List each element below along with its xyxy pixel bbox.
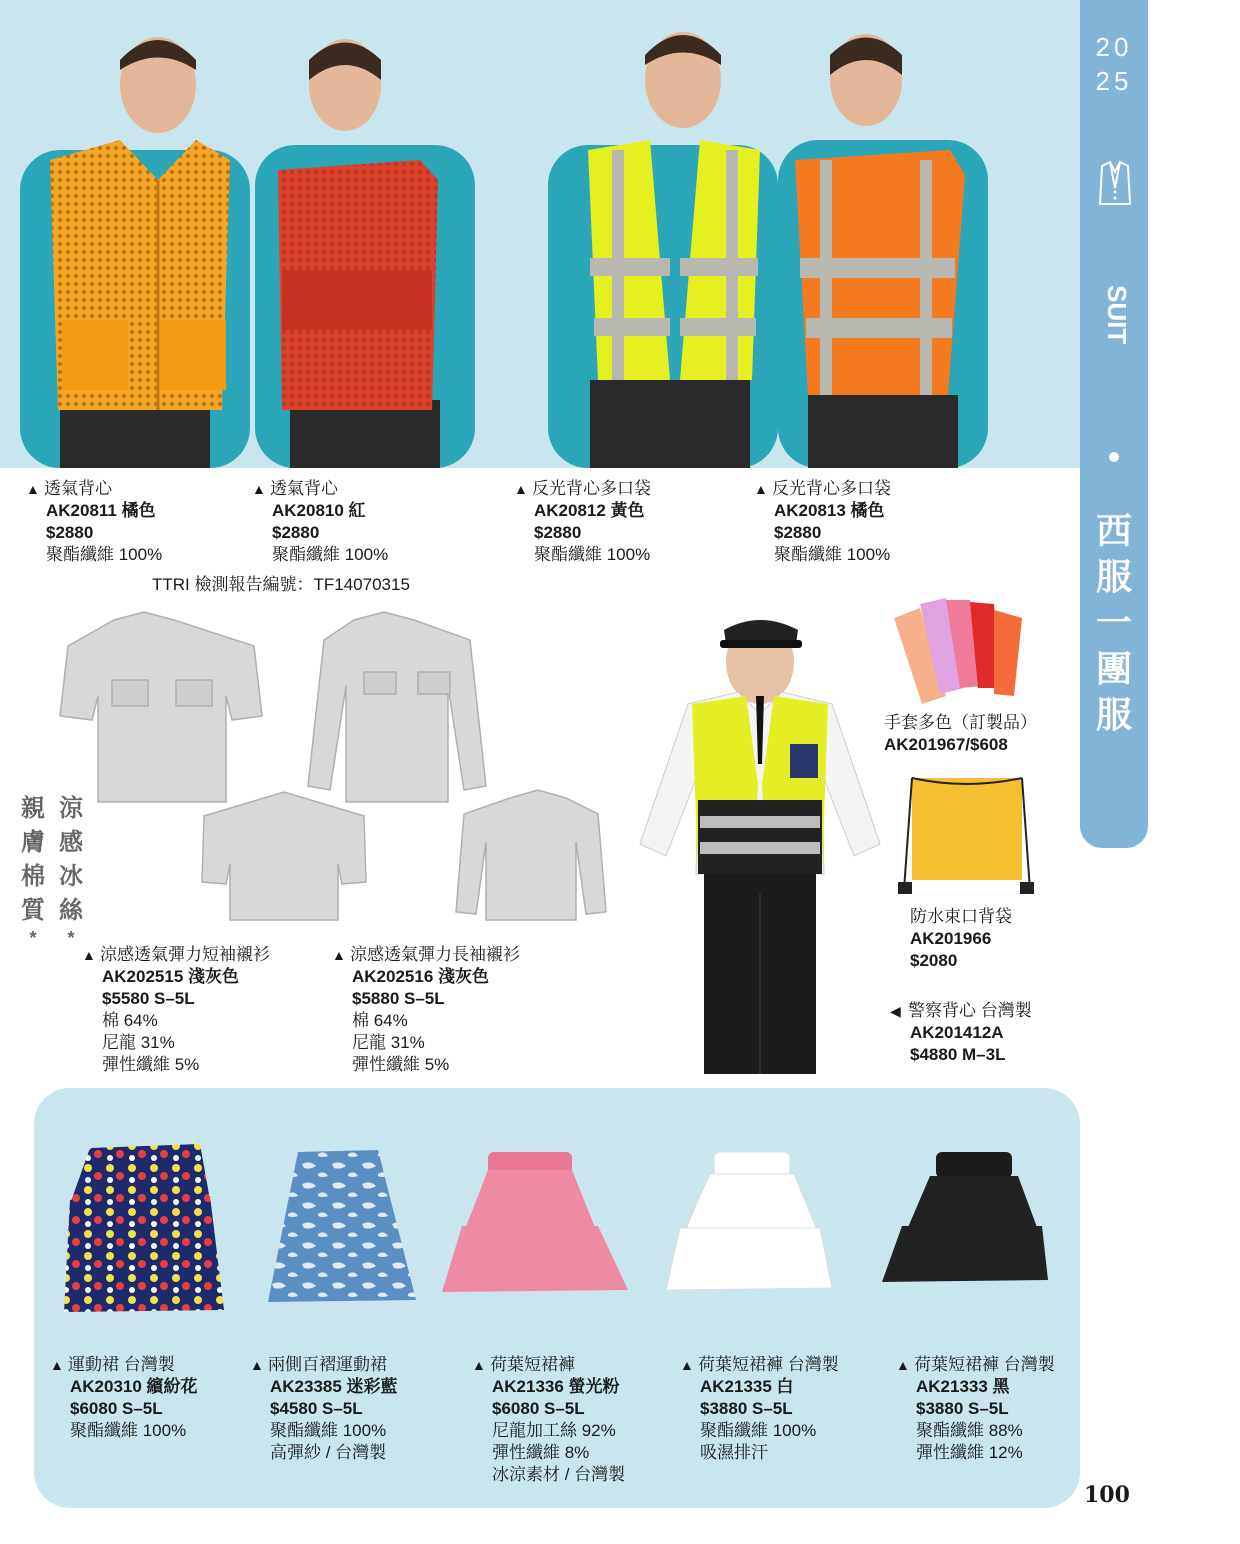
vest-1-code: AK20811 橘色 xyxy=(46,501,156,520)
shirt-1-title: ▲ 涼感透氣彈力短袖襯衫 xyxy=(82,944,270,966)
model-yellow-reflective-vest-front xyxy=(548,32,778,468)
long-sleeve-shirt-back xyxy=(456,790,606,920)
skirt-5-code: AK21333 黑 xyxy=(916,1377,1010,1396)
police-vest-caption xyxy=(890,1000,1032,1066)
shirt-2-title: ▲ 涼感透氣彈力長袖襯衫 xyxy=(332,944,520,966)
grey-shirts-illustration xyxy=(54,606,614,926)
vest-2-code: AK20810 紅 xyxy=(272,501,366,520)
gloves-caption xyxy=(884,712,1037,756)
skirt-5-title: ▲ 荷葉短裙褲 台灣製 xyxy=(896,1354,1055,1376)
shirt-caption-short: ▲ 涼感透氣彈力短袖襯衫 AK202515 淺灰色 $5580 S–5L 棉 64% 尼龍 31% 彈性纖維 5% xyxy=(82,944,270,1076)
skirt-4-title: ▲ 荷葉短裙褲 台灣製 xyxy=(680,1354,839,1376)
vest-4-price: $2880 xyxy=(774,523,822,542)
category-sidebar xyxy=(1080,0,1148,848)
vest-3-material: 聚酯纖維 100% xyxy=(534,545,651,564)
model-orange-reflective-vest-back xyxy=(778,34,988,468)
skirt-2-title: ▲ 兩側百褶運動裙 xyxy=(250,1354,398,1376)
vest-models-illustration xyxy=(0,0,1088,468)
short-sleeve-shirt-back xyxy=(202,792,366,920)
sidebar-category-cn: 西 服 一 團 服 xyxy=(1095,510,1132,735)
ttri-report-note: TTRI 檢測報告編號：TF14070315 xyxy=(152,575,410,594)
skirt-caption-2: ▲ 兩側百褶運動裙 AK23385 迷彩藍 $4580 S–5L 聚酯纖維 100% 高彈紗 / 台灣製 xyxy=(250,1354,398,1464)
vest-2-title: ▲ 透氣背心 xyxy=(252,478,388,500)
vest-hero-panel xyxy=(0,0,1088,468)
skirt-2-code: AK23385 迷彩藍 xyxy=(270,1377,398,1396)
police-vest-title: ◀ 警察背心 台灣製 xyxy=(890,1000,1032,1022)
gloves-illustration xyxy=(890,596,1040,706)
skirt-caption-3: ▲ 荷葉短裙褲 AK21336 螢光粉 $6080 S–5L 尼龍加工絲 92% 彈性纖維 8% 冰涼素材 / 台灣製 xyxy=(472,1354,625,1486)
shirt-1-price: $5580 S–5L xyxy=(102,989,195,1008)
short-sleeve-shirt-front xyxy=(60,612,262,802)
sidebar-year xyxy=(1080,30,1148,98)
vest-caption-3 xyxy=(514,478,651,566)
vest-3-code: AK20812 黃色 xyxy=(534,501,645,520)
suit-jacket-icon xyxy=(1098,160,1132,208)
gloves-code: AK201967/$608 xyxy=(884,735,1008,754)
police-vest-model xyxy=(628,604,888,1074)
shirt-2-code: AK202516 淺灰色 xyxy=(352,967,490,986)
bag-caption xyxy=(910,906,1012,972)
vest-1-material: 聚酯纖維 100% xyxy=(46,545,163,564)
vest-2-price: $2880 xyxy=(272,523,320,542)
vest-caption-4 xyxy=(754,478,891,566)
vest-3-title: ▲ 反光背心多口袋 xyxy=(514,478,651,500)
drawstring-bag-illustration xyxy=(898,770,1034,910)
skirt-pink xyxy=(442,1152,628,1292)
year-bottom: 25 xyxy=(1095,66,1133,96)
vest-2-material: 聚酯纖維 100% xyxy=(272,545,389,564)
skirt-white xyxy=(666,1152,832,1290)
skirt-3-title: ▲ 荷葉短裙褲 xyxy=(472,1354,625,1376)
skirt-2-price: $4580 S–5L xyxy=(270,1399,363,1418)
long-sleeve-shirt-front xyxy=(308,612,486,802)
bag-code: AK201966 xyxy=(910,929,992,948)
skirt-caption-1: ▲ 運動裙 台灣製 AK20310 繽紛花 $6080 S–5L 聚酯纖維 100% xyxy=(50,1354,198,1442)
skirt-3-price: $6080 S–5L xyxy=(492,1399,585,1418)
shirt-caption-long: ▲ 涼感透氣彈力長袖襯衫 AK202516 淺灰色 $5880 S–5L 棉 64% 尼龍 31% 彈性纖維 5% xyxy=(332,944,520,1076)
gloves-title: 手套多色（訂製品） xyxy=(884,713,1037,732)
skirt-caption-5: ▲ 荷葉短裙褲 台灣製 AK21333 黑 $3880 S–5L 聚酯纖維 88% 彈性纖維 12% xyxy=(896,1354,1055,1464)
model-red-mesh-vest-back xyxy=(255,39,475,468)
vest-4-material: 聚酯纖維 100% xyxy=(774,545,891,564)
sidebar-dot xyxy=(1109,452,1119,462)
shirt-1-code: AK202515 淺灰色 xyxy=(102,967,240,986)
vest-1-title: ▲ 透氣背心 xyxy=(26,478,162,500)
vest-caption-1 xyxy=(26,478,162,566)
police-vest-code: AK201412A xyxy=(910,1023,1004,1042)
model-orange-mesh-vest-front xyxy=(20,37,250,468)
police-vest-price: $4880 M–3L xyxy=(910,1045,1006,1064)
skirt-1-title: ▲ 運動裙 台灣製 xyxy=(50,1354,198,1376)
year-top: 20 xyxy=(1095,32,1133,62)
vest-4-code: AK20813 橘色 xyxy=(774,501,885,520)
skirt-5-price: $3880 S–5L xyxy=(916,1399,1009,1418)
skirt-black xyxy=(882,1152,1048,1282)
skirt-4-price: $3880 S–5L xyxy=(700,1399,793,1418)
vest-caption-2 xyxy=(252,478,388,566)
skirt-floral xyxy=(64,1144,224,1312)
shirt-2-price: $5880 S–5L xyxy=(352,989,445,1008)
skirt-caption-4: ▲ 荷葉短裙褲 台灣製 AK21335 白 $3880 S–5L 聚酯纖維 100% 吸濕排汗 xyxy=(680,1354,839,1464)
skirt-1-code: AK20310 繽紛花 xyxy=(70,1377,198,1396)
skirt-4-code: AK21335 白 xyxy=(700,1377,794,1396)
bag-price: $2080 xyxy=(910,951,958,970)
vest-4-title: ▲ 反光背心多口袋 xyxy=(754,478,891,500)
page-number: 100 xyxy=(1084,1482,1130,1508)
vertical-label-cotton: 親 膚 棉 質 * xyxy=(21,795,45,948)
skirt-3-code: AK21336 螢光粉 xyxy=(492,1377,620,1396)
skirts-illustration xyxy=(60,1140,1060,1320)
skirt-camo-blue xyxy=(268,1150,416,1302)
vest-3-price: $2880 xyxy=(534,523,582,542)
sidebar-category-en: SUIT xyxy=(1102,285,1132,345)
vest-1-price: $2880 xyxy=(46,523,94,542)
skirt-1-price: $6080 S–5L xyxy=(70,1399,163,1418)
vertical-label-cool-silk: 涼 感 冰 絲 * xyxy=(59,795,83,948)
bag-title: 防水束口背袋 xyxy=(910,907,1012,926)
